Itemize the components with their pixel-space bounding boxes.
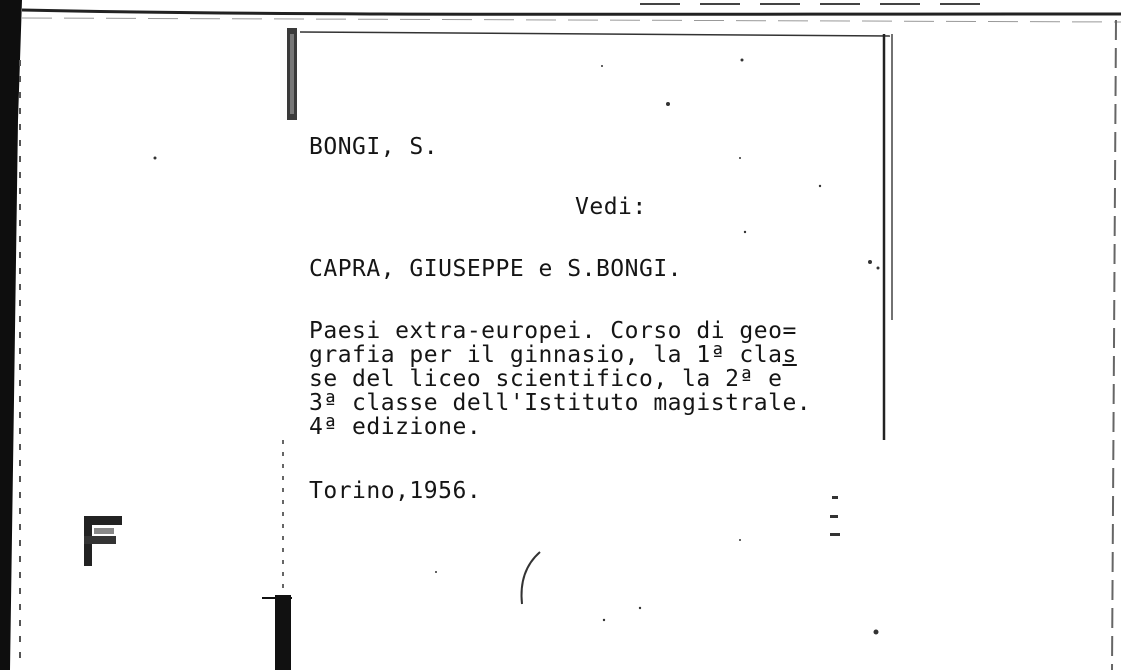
top-edge-line xyxy=(22,10,1121,14)
imprint: Torino,1956. xyxy=(309,478,482,504)
see-also-label: Vedi: xyxy=(575,194,647,220)
top-edge-line-2 xyxy=(22,18,1121,22)
reference-entry: CAPRA, GIUSEPPE e S.BONGI. xyxy=(309,256,683,282)
left-bar-mark-inner xyxy=(290,34,294,114)
title-line-2 xyxy=(309,342,797,368)
title-line-4: 3ª classe dell'Istituto magistrale. xyxy=(309,390,812,416)
left-edge-shadow xyxy=(0,0,22,670)
title-line-3: se del liceo scientifico, la 2ª e xyxy=(309,366,783,392)
card-top-edge xyxy=(300,32,890,36)
f-stamp-mark xyxy=(84,516,122,566)
title-line-5: 4ª edizione. xyxy=(309,414,482,440)
margin-marks xyxy=(830,496,840,536)
title-line-1: Paesi extra-europei. Corso di geo= xyxy=(309,318,797,344)
card-heading: BONGI, S. xyxy=(309,134,439,160)
page-right-edge xyxy=(1112,20,1116,670)
bottom-bar-mark xyxy=(275,595,291,670)
title-line-2-underlined: s xyxy=(782,342,797,368)
title-line-2-text: grafia per il ginnasio, la 1ª cla xyxy=(309,342,783,368)
pencil-stroke xyxy=(522,552,540,604)
